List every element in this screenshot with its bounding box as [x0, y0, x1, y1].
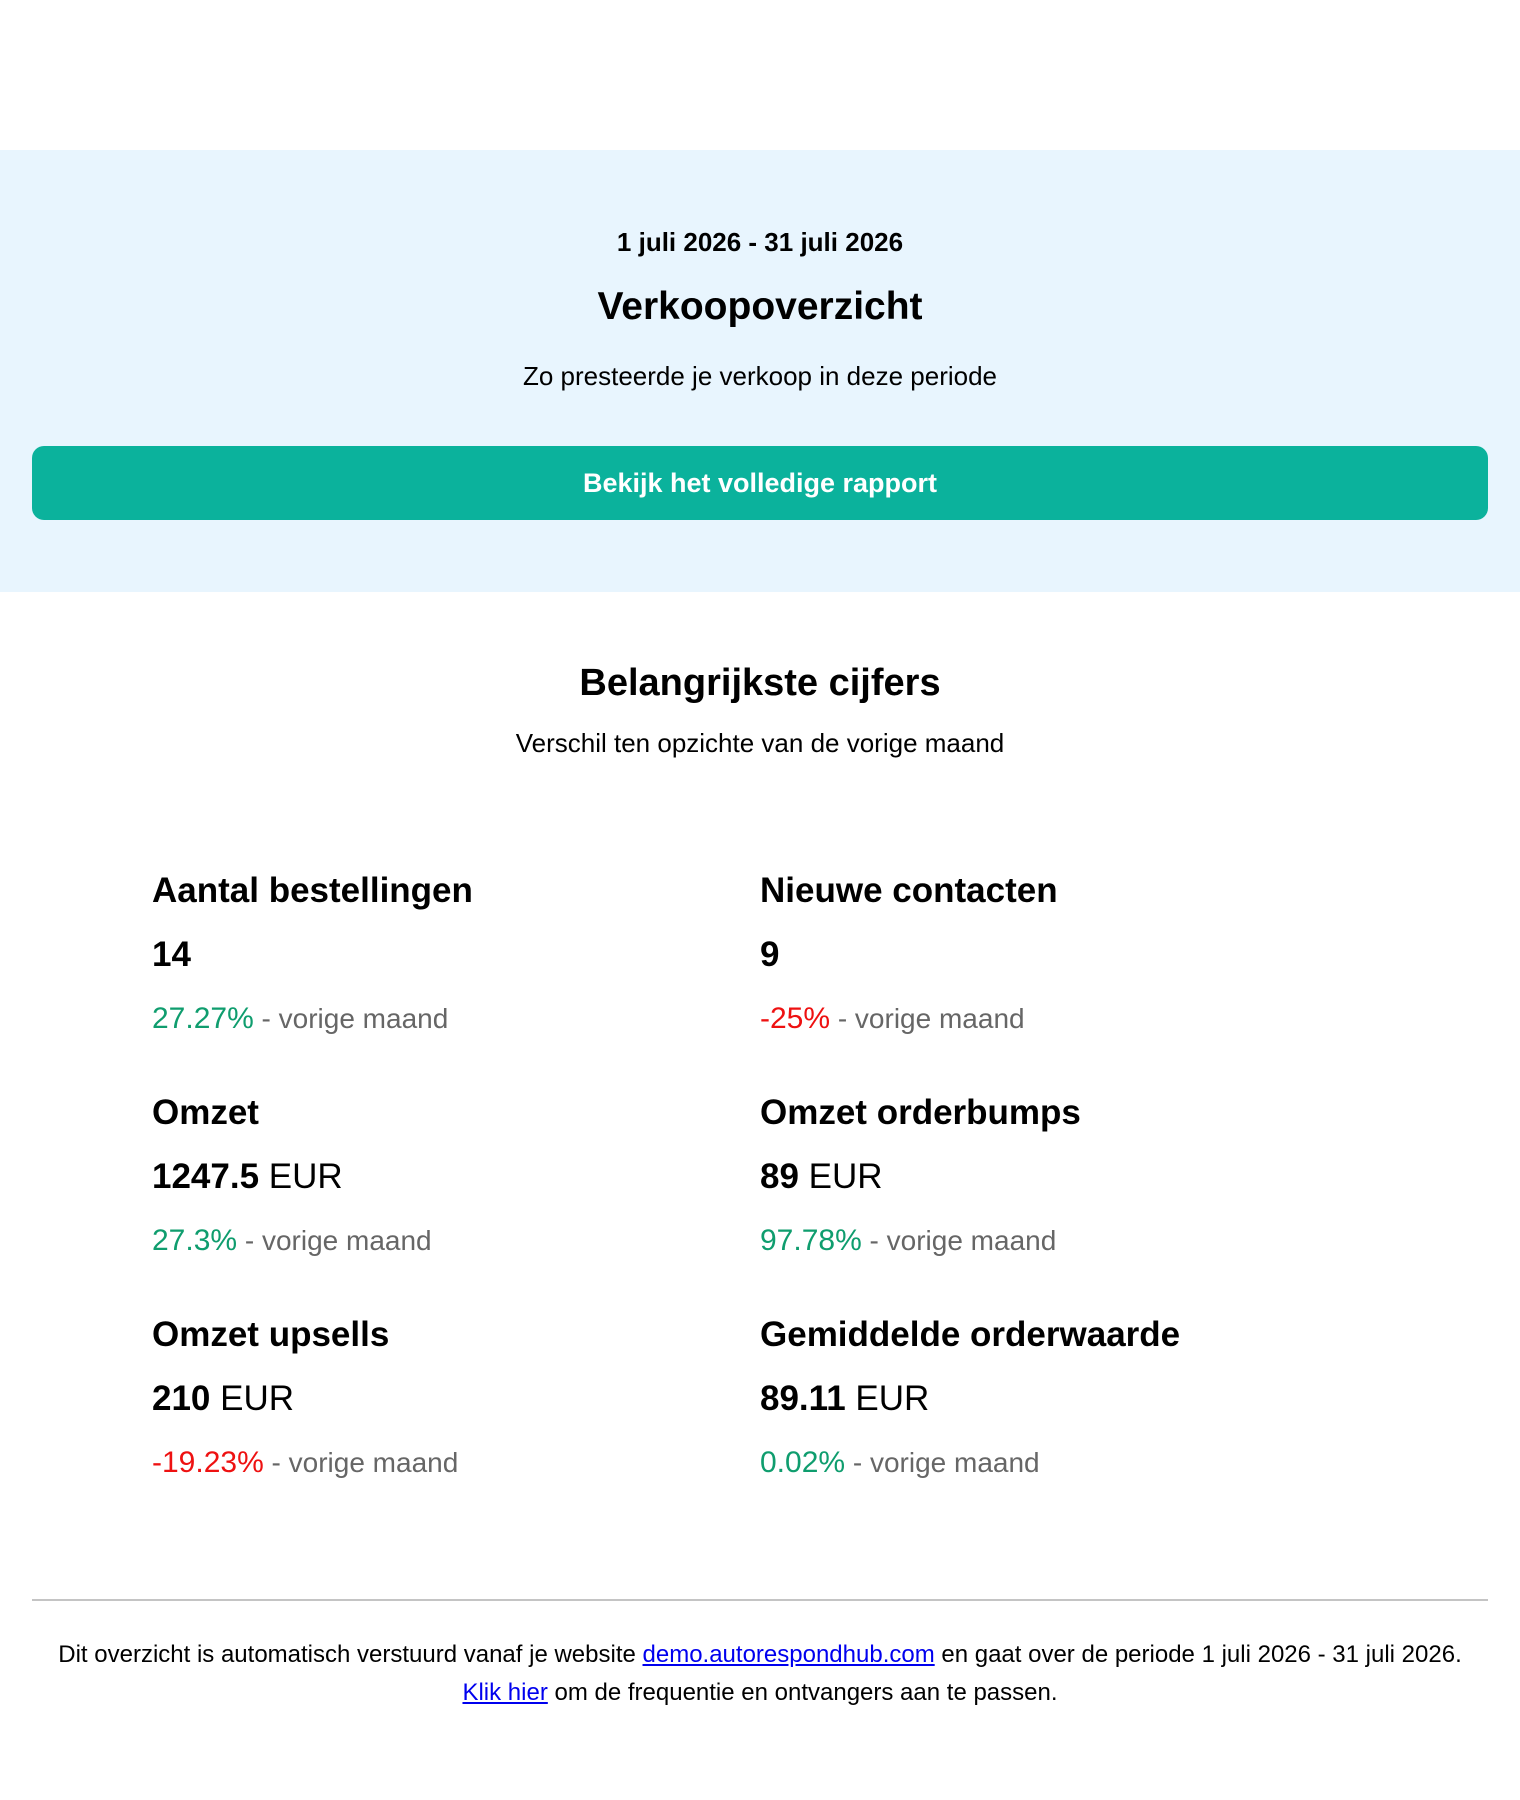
- metric-label: Omzet upsells: [152, 1315, 390, 1354]
- metric-change: [760, 1444, 1040, 1482]
- key-figures-title: Belangrijkste cijfers: [579, 662, 941, 704]
- metric-value: [152, 934, 191, 976]
- metric-number: 9: [760, 935, 780, 974]
- hero-banner: [0, 150, 1520, 592]
- metric-number: 210: [152, 1379, 211, 1418]
- metric-number: 89.11: [760, 1379, 846, 1418]
- metric-upsell-revenue: [152, 1314, 712, 1514]
- metric-change: [152, 1222, 432, 1260]
- metric-change: [152, 1444, 458, 1482]
- metric-label: Nieuwe contacten: [760, 871, 1058, 910]
- metric-label: Aantal bestellingen: [152, 871, 473, 910]
- metric-unit: EUR: [210, 1379, 295, 1418]
- metric-compare-label: - vorige maand: [253, 1003, 449, 1034]
- metric-compare-label: - vorige maand: [830, 1003, 1025, 1034]
- footer-line-1: [0, 1636, 1520, 1674]
- footer-text: om de frequentie en ontvangers aan te passen.: [547, 1679, 1058, 1706]
- metric-value: [152, 1378, 294, 1420]
- metric-compare-label: - vorige maand: [861, 1225, 1057, 1256]
- metric-change-percent: -25%: [760, 1002, 831, 1035]
- metric-number: 89: [760, 1157, 799, 1196]
- metric-compare-label: - vorige maand: [263, 1447, 459, 1478]
- metric-number: 1247.5: [152, 1157, 260, 1196]
- metric-change: [152, 1000, 448, 1038]
- footer-text: Dit overzicht is automatisch verstuurd vanaf je website: [58, 1641, 643, 1668]
- metric-label: Omzet: [152, 1093, 259, 1132]
- metric-compare-label: - vorige maand: [237, 1225, 432, 1256]
- metric-label: Omzet orderbumps: [760, 1093, 1081, 1132]
- metric-new-contacts: [760, 870, 1320, 1070]
- report-title: Verkoopoverzicht: [597, 285, 923, 328]
- metric-value: [760, 934, 779, 976]
- metric-revenue: [152, 1092, 712, 1292]
- footer-line-2: [0, 1674, 1520, 1712]
- metric-unit: EUR: [798, 1157, 883, 1196]
- metric-compare-label: - vorige maand: [845, 1447, 1040, 1478]
- metric-orders: [152, 870, 712, 1070]
- metric-unit: EUR: [845, 1379, 930, 1418]
- metric-change: [760, 1222, 1056, 1260]
- key-figures-subtitle: Verschil ten opzichte van de vorige maand: [515, 728, 1005, 758]
- metric-change-percent: 27.27%: [152, 1002, 254, 1035]
- metric-change-percent: -19.23%: [152, 1446, 264, 1479]
- metric-value: [152, 1156, 343, 1198]
- metric-number: 14: [152, 935, 191, 974]
- metric-change-percent: 97.78%: [760, 1224, 862, 1257]
- website-link[interactable]: demo.autorespondhub.com: [642, 1641, 935, 1668]
- metric-change-percent: 27.3%: [152, 1224, 238, 1257]
- metric-orderbump-revenue: [760, 1092, 1320, 1292]
- metric-label: Gemiddelde orderwaarde: [760, 1315, 1181, 1354]
- view-full-report-button[interactable]: Bekijk het volledige rapport: [32, 446, 1488, 520]
- footer: [0, 1636, 1520, 1712]
- report-subtitle: Zo presteerde je verkoop in deze periode: [522, 361, 998, 391]
- metric-average-order-value: [760, 1314, 1320, 1514]
- metric-change: [760, 1000, 1025, 1038]
- metric-value: [760, 1378, 929, 1420]
- metric-unit: EUR: [259, 1157, 343, 1196]
- footer-text: en gaat over de periode 1 juli 2026 - 31 juli 2026.: [934, 1641, 1462, 1668]
- report-period: 1 juli 2026 - 31 juli 2026: [616, 227, 904, 257]
- manage-settings-link[interactable]: Klik hier: [462, 1679, 548, 1706]
- metric-change-percent: 0.02%: [760, 1446, 846, 1479]
- footer-divider: [32, 1599, 1488, 1601]
- metric-value: [760, 1156, 883, 1198]
